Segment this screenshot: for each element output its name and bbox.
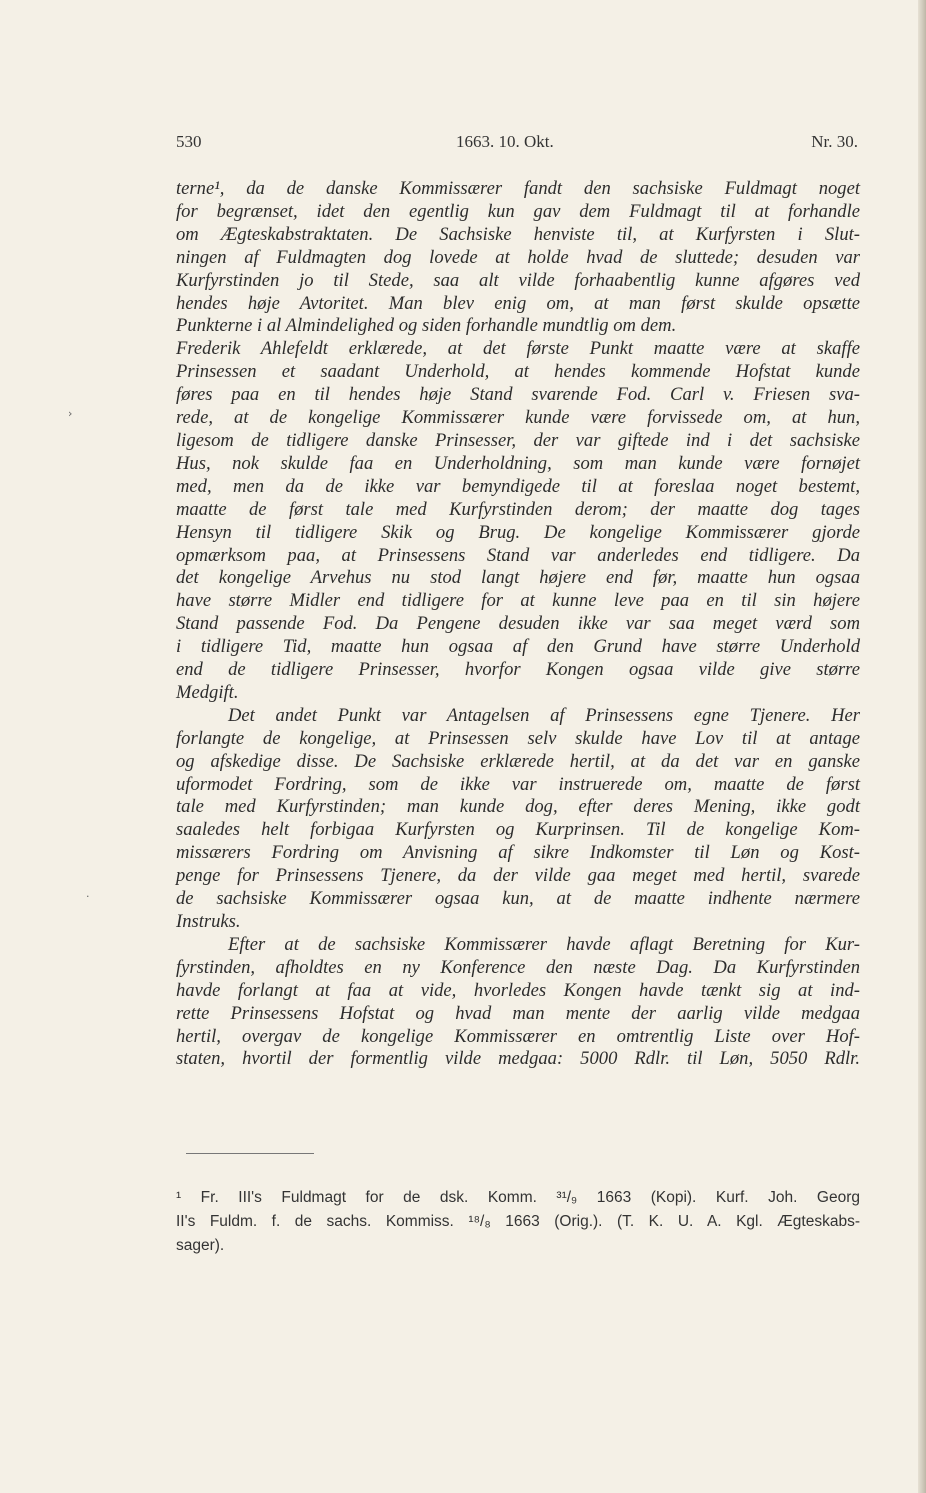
footnote-line: II's Fuldm. f. de sachs. Kommiss. ¹⁸/₈ 1663 (Orig.). (T. K. U. A. Kgl. Ægteskabs- [176,1213,860,1230]
margin-mark: · [86,890,90,903]
footnote [176,1186,860,1258]
text-line: penge for Prinsessens Tjenere, da der vilde gaa meget med hertil, svarede [176,865,860,887]
text-line: Det andet Punkt var Antagelsen af Prinsessens egne Tjenere. Her [228,704,860,726]
text-line: tale med Kurfyrstinden; man kunde dog, efter deres Mening, ikke godt [176,796,860,818]
text-line: staten, hvortil der formentlig vilde medgaa: 5000 Rdlr. til Løn, 5050 Rdlr. [176,1048,860,1070]
text-line: have større Midler end tidligere for at kunne leve paa en til sin højere [176,590,860,612]
running-header [176,132,858,156]
text-line: hertil, overgav de kongelige Kommissærer en omtrentlig Liste over Hof- [176,1025,860,1047]
margin-mark: › [68,407,73,420]
text-line: saaledes helt forbigaa Kurfyrsten og Kurprinsen. Til de kongelige Kom- [176,819,860,841]
text-line: Punkterne i al Almindelighed og siden forhandle mundtlig om dem. [176,315,677,337]
text-line: Efter at de sachsiske Kommissærer havde aflagt Beretning for Kur- [228,933,860,955]
text-line: end de tidligere Prinsesser, hvorfor Kongen ogsaa vilde give større [176,659,860,681]
text-line: de sachsiske Kommissærer ogsaa kun, at de maatte indhente nærmere [176,888,860,910]
text-line: Hensyn til tidligere Skik og Brug. De kongelige Kommissærer gjorde [176,521,860,543]
text-line: om Ægteskabstraktaten. De Sachsiske henviste til, at Kurfyrsten i Slut- [176,223,860,245]
text-line: Instruks. [176,911,241,932]
text-line: Medgift. [176,681,239,703]
text-line: hendes høje Avtoritet. Man blev enig om, at man først skulde opsætte [176,292,860,314]
document-number: Nr. 30. [811,132,858,151]
text-line: Hus, nok skulde faa en Underholdning, som man kunde være fornøjet [176,452,860,474]
header-date: 1663. 10. Okt. [456,132,554,151]
text-line: fyrstinden, afholdtes en ny Konference den næste Dag. Da Kurfyrstinden [176,956,860,978]
page-number: 530 [176,132,202,151]
text-line: Frederik Ahlefeldt erklærede, at det første Punkt maatte være at skaffe [176,338,860,360]
footnote-rule [186,1153,314,1154]
text-line: med, men da de ikke var bemyndigede til at foreslaa noget bestemt, [176,475,860,497]
text-line: Kurfyrstinden jo til Stede, saa alt vilde forhaabentlig kunne afgøres ved [176,269,860,291]
text-line: ligesom de tidligere danske Prinsesser, der var giftede ind i det sachsiske [176,429,860,451]
text-line: og afskedige disse. De Sachsiske erklærede hertil, at da det var en ganske [176,750,860,772]
text-line: havde forlangt at faa at vide, hvorledes Kongen havde tænkt sig at ind- [176,979,860,1001]
text-line: rede, at de kongelige Kommissærer kunde være forvissede om, at hun, [176,407,860,429]
text-line: for begrænset, idet den egentlig kun gav dem Fuldmagt til at forhandle [176,200,860,222]
text-line: Stand passende Fod. Da Pengene desuden ikke var saa meget værd som [176,613,860,635]
text-line: forlangte de kongelige, at Prinsessen selv skulde have Lov til at antage [176,727,860,749]
body-text [176,178,860,1071]
footnote-line: sager). [176,1237,225,1254]
text-line: ningen af Fuldmagten dog lovede at holde hvad de sluttede; desuden var [176,246,860,268]
text-line: Prinsessen et saadant Underhold, at hendes kommende Hofstat kunde [176,361,860,383]
page-edge [918,0,926,1493]
text-line: terne¹, da de danske Kommissærer fandt den sachsiske Fuldmagt noget [176,178,860,199]
text-line: maatte de først tale med Kurfyrstinden derom; der maatte dog tages [176,498,860,520]
footnote-line: ¹ Fr. III's Fuldmagt for de dsk. Komm. ³¹/₉ 1663 (Kopi). Kurf. Joh. Georg [176,1189,860,1206]
text-line: det kongelige Arvehus nu stod langt højere end før, maatte hun ogsaa [176,567,860,589]
text-line: missærers Fordring om Anvisning af sikre Indkomster til Løn og Kost- [176,842,860,864]
text-line: i tidligere Tid, maatte hun ogsaa af den Grund have større Underhold [176,636,860,658]
text-line: opmærksom paa, at Prinsessens Stand var anderledes end tidligere. Da [176,544,860,566]
text-line: rette Prinsessens Hofstat og hvad man mente der aarlig vilde medgaa [176,1002,860,1024]
text-line: uformodet Fordring, som de ikke var instruerede om, maatte de først [176,773,860,795]
text-line: føres paa en til hendes høje Stand svarende Fod. Carl v. Friesen sva- [176,384,860,406]
